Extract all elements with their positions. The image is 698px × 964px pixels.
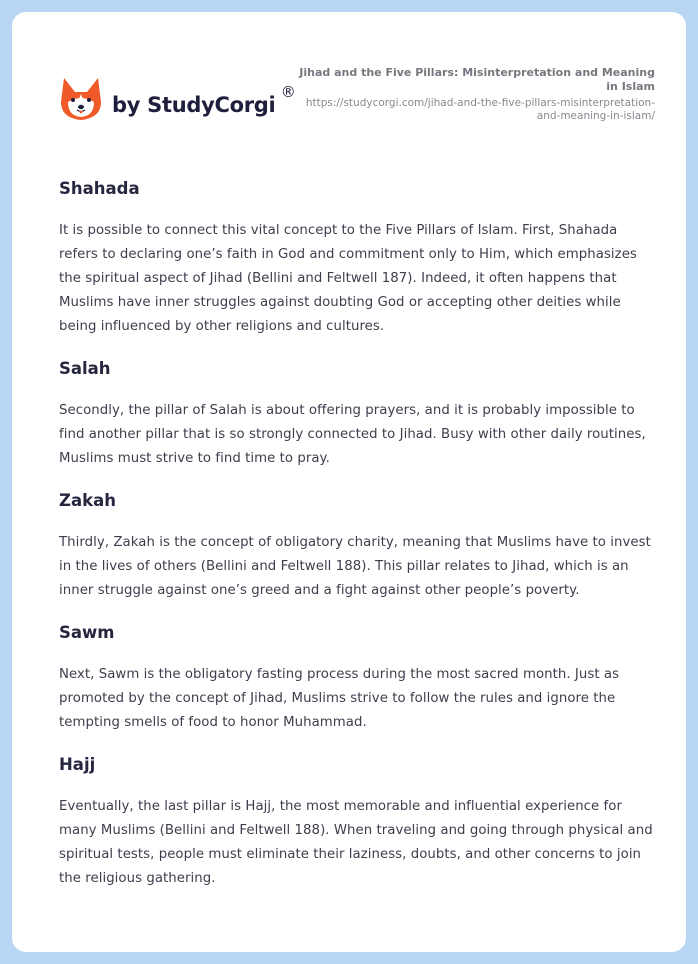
- section-zakah: [59, 489, 659, 603]
- section-heading: Hajj: [59, 755, 96, 774]
- document-url[interactable]: https://studycorgi.com/jihad-and-the-five-pillars-misinterpretation-and-meaning-in-islam/: [305, 97, 655, 122]
- article-content: [59, 177, 659, 909]
- section-paragraph: Eventually, the last pillar is Hajj, the most memorable and influential experience for many Muslims (Bellini and Feltwell 188). When traveling and going through physical and spiritual tests, people must eliminate their laziness, doubts, and other concerns to join the religious gathering.: [59, 799, 653, 886]
- section-paragraph: Secondly, the pillar of Salah is about offering prayers, and it is probably impossible to find another pillar that is so strongly connected to Jihad. Busy with other daily routines, Muslims must strive to find time to pray.: [59, 403, 646, 466]
- document-card: [12, 12, 686, 952]
- document-meta: [295, 66, 655, 123]
- section-heading: Salah: [59, 359, 111, 378]
- studycorgi-logo[interactable]: [60, 76, 296, 122]
- corgi-logo-icon: [60, 76, 102, 122]
- brand-text: by StudyCorgi: [112, 93, 276, 117]
- section-heading: Sawm: [59, 623, 115, 642]
- section-heading: Zakah: [59, 491, 116, 510]
- section-sawm: [59, 621, 659, 735]
- registered-mark: ®: [280, 83, 296, 101]
- section-shahada: [59, 177, 659, 339]
- brand-name: [112, 83, 296, 117]
- document-title: Jihad and the Five Pillars: Misinterpretation and Meaning in Islam: [299, 66, 655, 93]
- section-hajj: [59, 753, 659, 891]
- section-paragraph: Thirdly, Zakah is the concept of obligatory charity, meaning that Muslims have to invest in the lives of others (Bellini and Feltwell 188). This pillar relates to Jihad, which is an inner struggle against one’s greed and a fight against other people’s poverty.: [59, 535, 651, 598]
- section-paragraph: Next, Sawm is the obligatory fasting process during the most sacred month. Just as promoted by the concept of Jihad, Muslims strive to follow the rules and ignore the tempting smells of food to honor Muhammad.: [59, 667, 620, 730]
- section-heading: Shahada: [59, 179, 140, 198]
- section-paragraph: It is possible to connect this vital concept to the Five Pillars of Islam. First, Shahada refers to declaring one’s faith in God and commitment only to Him, which emphasizes the spiritual aspect of Jihad (Bellini and Feltwell 187). Indeed, it often happens that Muslims have inner struggles against doubting God or accepting other deities while being influenced by other religions and cultures.: [59, 223, 637, 334]
- section-salah: [59, 357, 659, 471]
